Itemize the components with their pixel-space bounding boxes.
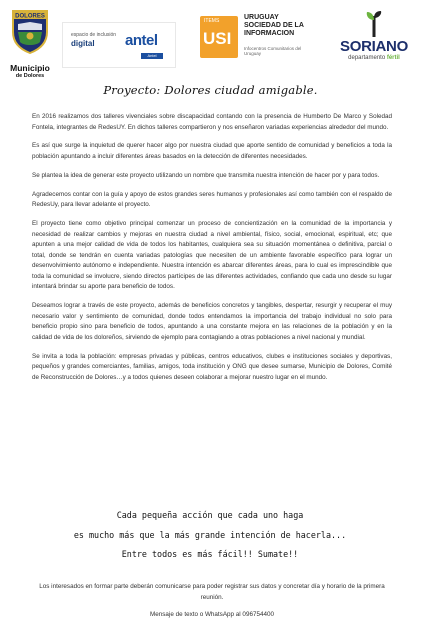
body-text bbox=[32, 112, 392, 392]
usi-badge: ITEMS USI bbox=[200, 16, 238, 58]
slogan-line: es mucho más que la más grande intención de hacerla... bbox=[73, 529, 347, 540]
municipio-subtitle: de Dolores bbox=[15, 73, 45, 79]
municipio-name: Municipio bbox=[10, 63, 50, 73]
paragraph: Se invita a toda la población: empresas privadas y públicas, centros educativos, clubes e instituciones sociales y deportivas, pequeños y grandes comerciantes, familias, amigos, toda institución y ONG que desee sumarse, Municipio de Dolores, Comité de Reconstrucción de Dolores…y a todos quienes deseen colaborar a mejorar nuestro lugar en el mundo. bbox=[32, 352, 392, 381]
usi-logo bbox=[200, 14, 312, 74]
paragraph: Deseamos lograr a través de este proyecto, además de beneficios concretos y tangibles, despertar, resurgir y recuperar el muy necesario valor y sentimiento de comunidad, donde todos entendamos la importancia del trabajo individual no solo para beneficio propio sino para beneficio de todos, apuntando a una constante mejora en las relaciones de la población y en la calidad de vida de los doloreños, sirviendo de ejemplo para contagiando a otras poblaciones a nivel nacional y mundial. bbox=[32, 302, 392, 342]
slogans bbox=[20, 510, 400, 569]
logo-header bbox=[0, 0, 421, 96]
antel-tag: Antel bbox=[141, 53, 163, 59]
usi-subtitle: Infocentros Comunitarios del Uruguay bbox=[244, 46, 302, 56]
soriano-name: SORIANO bbox=[340, 38, 408, 55]
page-title: Proyecto: Dolores ciudad amigable. bbox=[103, 83, 318, 97]
sprout-icon bbox=[364, 10, 384, 38]
usi-acronym: USI bbox=[203, 29, 232, 48]
paragraph: El proyecto tiene como objetivo principal comenzar un proceso de concientización en la comunidad de la importancia y necesidad de realizar cambios y mejoras en nuestra ciudad a nivel ambiental, físico, social, emocional, espiritual, etc; que apunten a una mejor calidad de vida de todos los habitantes, cualquiera sea su situación momentánea o definitiva, parcial o total, donde se tendrán en cuenta variadas patologías que necesiten de un ambiente favorable específico para lograr un desenvolvimiento autónomo e independiente. Nuestra intención es abarcar diferentes áreas, para lo cual es imprescindible que toda la comunidad se involucre, siendo directos partícipes de las diferentes actividades, confiando que cada uno desde su lugar intentará brindar su aporte para beneficio de todos. bbox=[32, 219, 392, 291]
paragraph: En 2016 realizamos dos talleres vivenciales sobre discapacidad contando con la presencia de Humberto De Marco y Soledad Fontela, integrantes de RedesUY. En dichos talleres compartieron y nos enseñaron variadas experiencias alrededor del mundo. bbox=[32, 113, 392, 131]
contact-line: Mensaje de texto o WhatsApp al 096754400 bbox=[150, 611, 274, 619]
antel-digital-text: digital bbox=[71, 39, 95, 48]
antel-digital-logo bbox=[62, 22, 176, 68]
slogan-line: Entre todos es más fácil!! Sumate!! bbox=[121, 549, 299, 560]
antel-brand: antel bbox=[125, 32, 158, 49]
soriano-logo bbox=[330, 10, 418, 80]
usi-name: URUGUAY SOCIEDAD DE LA INFORMACION bbox=[244, 14, 304, 37]
registration-note: Los interesados en formar parte deberán comunicarse para poder registrar sus datos y concretar día y horario de la primera reunión. bbox=[39, 583, 385, 601]
slogan-line: Cada pequeña acción que cada uno haga bbox=[116, 510, 304, 520]
antel-tagline: espacio de inclusión bbox=[71, 32, 117, 38]
dolores-shield-icon bbox=[10, 8, 50, 54]
municipio-dolores-logo bbox=[4, 8, 56, 92]
svg-text:DOLORES: DOLORES bbox=[15, 13, 45, 20]
paragraph: Es así que surge la inquietud de querer hacer algo por nuestra ciudad que aporte sentido de comunidad y beneficios a toda la población apuntando a incluir diferentes áreas basados en la detección de diferentes necesidades. bbox=[32, 142, 392, 160]
closing-info bbox=[34, 582, 390, 628]
paragraph: Agradecemos contar con la guía y apoyo de estos grandes seres humanos y profesionales así como también con el respaldo de RedesUy, para llevar adelante el proyecto. bbox=[32, 190, 392, 209]
paragraph: Se plantea la idea de generar este proyecto utilizando un nombre que transmita nuestra intención de hacer por y para todos. bbox=[32, 171, 380, 179]
soriano-subtitle: departamento fértil bbox=[348, 55, 400, 61]
